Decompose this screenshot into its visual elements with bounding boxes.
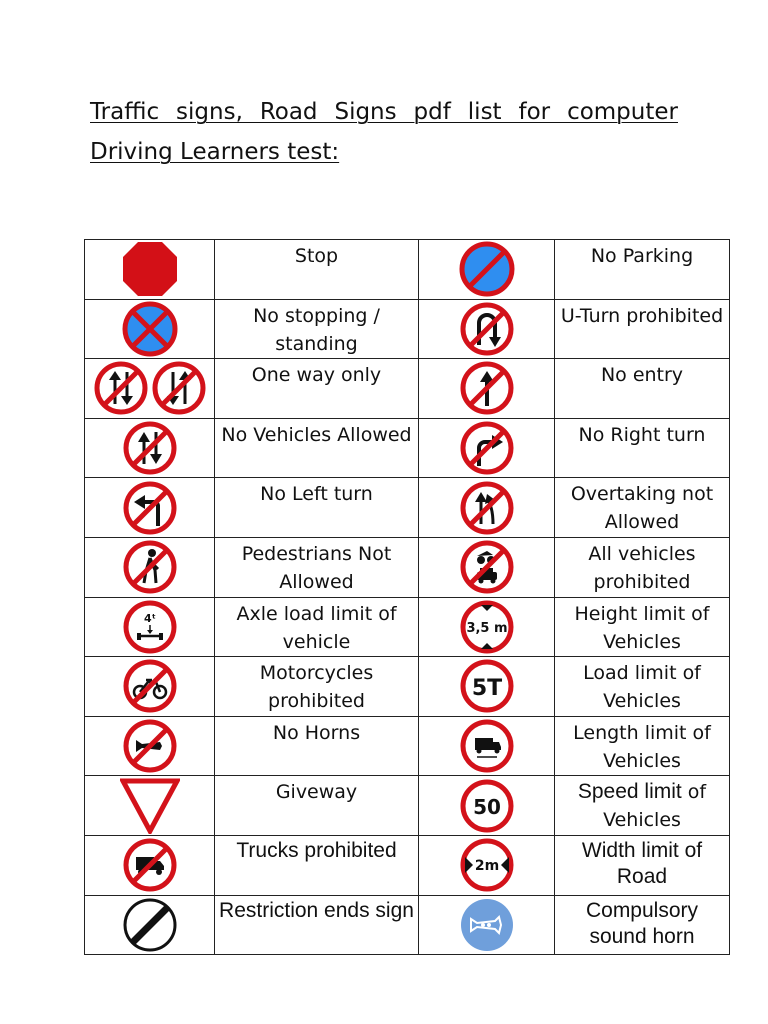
no-horns-sign-icon	[85, 716, 215, 776]
all-vehicles-prohibited-sign-icon	[419, 537, 555, 597]
sign-label: Restriction ends sign	[215, 895, 419, 955]
sign-label: No Right turn	[555, 418, 730, 478]
svg-text:5T: 5T	[471, 676, 502, 702]
compulsory-horn-sign-icon	[419, 895, 555, 955]
no-overtaking-sign-icon	[419, 478, 555, 538]
sign-label: Load limit of Vehicles	[555, 657, 730, 717]
table-row	[85, 597, 730, 657]
no-right-turn-sign-icon	[419, 418, 555, 478]
sign-label: All vehicles prohibited	[555, 537, 730, 597]
table-row	[85, 776, 730, 836]
speed-limit-sign-icon	[419, 776, 555, 836]
traffic-signs-table	[84, 239, 730, 955]
sign-label: U-Turn prohibited	[555, 299, 730, 359]
table-row	[85, 657, 730, 717]
table-row	[85, 478, 730, 538]
sign-label: No Left turn	[215, 478, 419, 538]
axle-load-limit-sign-icon	[85, 597, 215, 657]
sign-label: Width limit of Road	[555, 835, 730, 895]
sign-label: Compulsory sound horn	[555, 895, 730, 955]
load-limit-sign-icon	[419, 657, 555, 717]
svg-text:3,5 m: 3,5 m	[465, 620, 508, 636]
give-way-sign-icon	[85, 776, 215, 836]
length-limit-sign-icon	[419, 716, 555, 776]
table-row	[85, 418, 730, 478]
svg-text:50: 50	[472, 794, 501, 819]
title-line-1: Traffic signs, Road Signs pdf list for computer	[90, 99, 678, 125]
table-row	[85, 240, 730, 300]
table-row	[85, 716, 730, 776]
no-vehicles-sign-icon	[85, 418, 215, 478]
width-limit-sign-icon	[419, 835, 555, 895]
table-row	[85, 537, 730, 597]
sign-label: No Vehicles Allowed	[215, 418, 419, 478]
sign-label: Giveway	[215, 776, 419, 836]
no-trucks-sign-icon	[85, 835, 215, 895]
no-entry-sign-icon	[419, 359, 555, 419]
sign-label: Length limit of Vehicles	[555, 716, 730, 776]
height-limit-sign-icon	[419, 597, 555, 657]
svg-text:2m: 2m	[474, 858, 499, 875]
sign-label: Motorcycles prohibited	[215, 657, 419, 717]
sign-label: No Parking	[555, 240, 730, 300]
sign-label: Pedestrians Not Allowed	[215, 537, 419, 597]
table-row	[85, 359, 730, 419]
title-line-2: Driving Learners test:	[90, 139, 340, 165]
sign-label: Overtaking not Allowed	[555, 478, 730, 538]
no-left-turn-sign-icon	[85, 478, 215, 538]
sign-label: Axle load limit of vehicle	[215, 597, 419, 657]
sign-label: No Horns	[215, 716, 419, 776]
document-title	[90, 92, 678, 172]
svg-text:4ᵗ: 4ᵗ	[143, 611, 156, 625]
sign-label: No stopping / standing	[215, 299, 419, 359]
no-parking-sign-icon	[419, 240, 555, 300]
sign-label: One way only	[215, 359, 419, 419]
no-motorcycles-sign-icon	[85, 657, 215, 717]
sign-label: Trucks prohibited	[215, 835, 419, 895]
sign-label: No entry	[555, 359, 730, 419]
no-pedestrians-sign-icon	[85, 537, 215, 597]
sign-label-part: of Vehicles	[603, 781, 707, 832]
u-turn-prohibited-sign-icon	[419, 299, 555, 359]
sign-label	[555, 776, 730, 836]
restriction-ends-sign-icon	[85, 895, 215, 955]
table-row	[85, 835, 730, 895]
stop-sign-icon	[85, 240, 215, 300]
sign-label: Stop	[215, 240, 419, 300]
sign-label: Height limit of Vehicles	[555, 597, 730, 657]
one-way-sign-icon	[85, 359, 215, 419]
sign-label-part: Speed limit	[577, 780, 682, 804]
table-row	[85, 299, 730, 359]
no-stopping-sign-icon	[85, 299, 215, 359]
table-row	[85, 895, 730, 955]
